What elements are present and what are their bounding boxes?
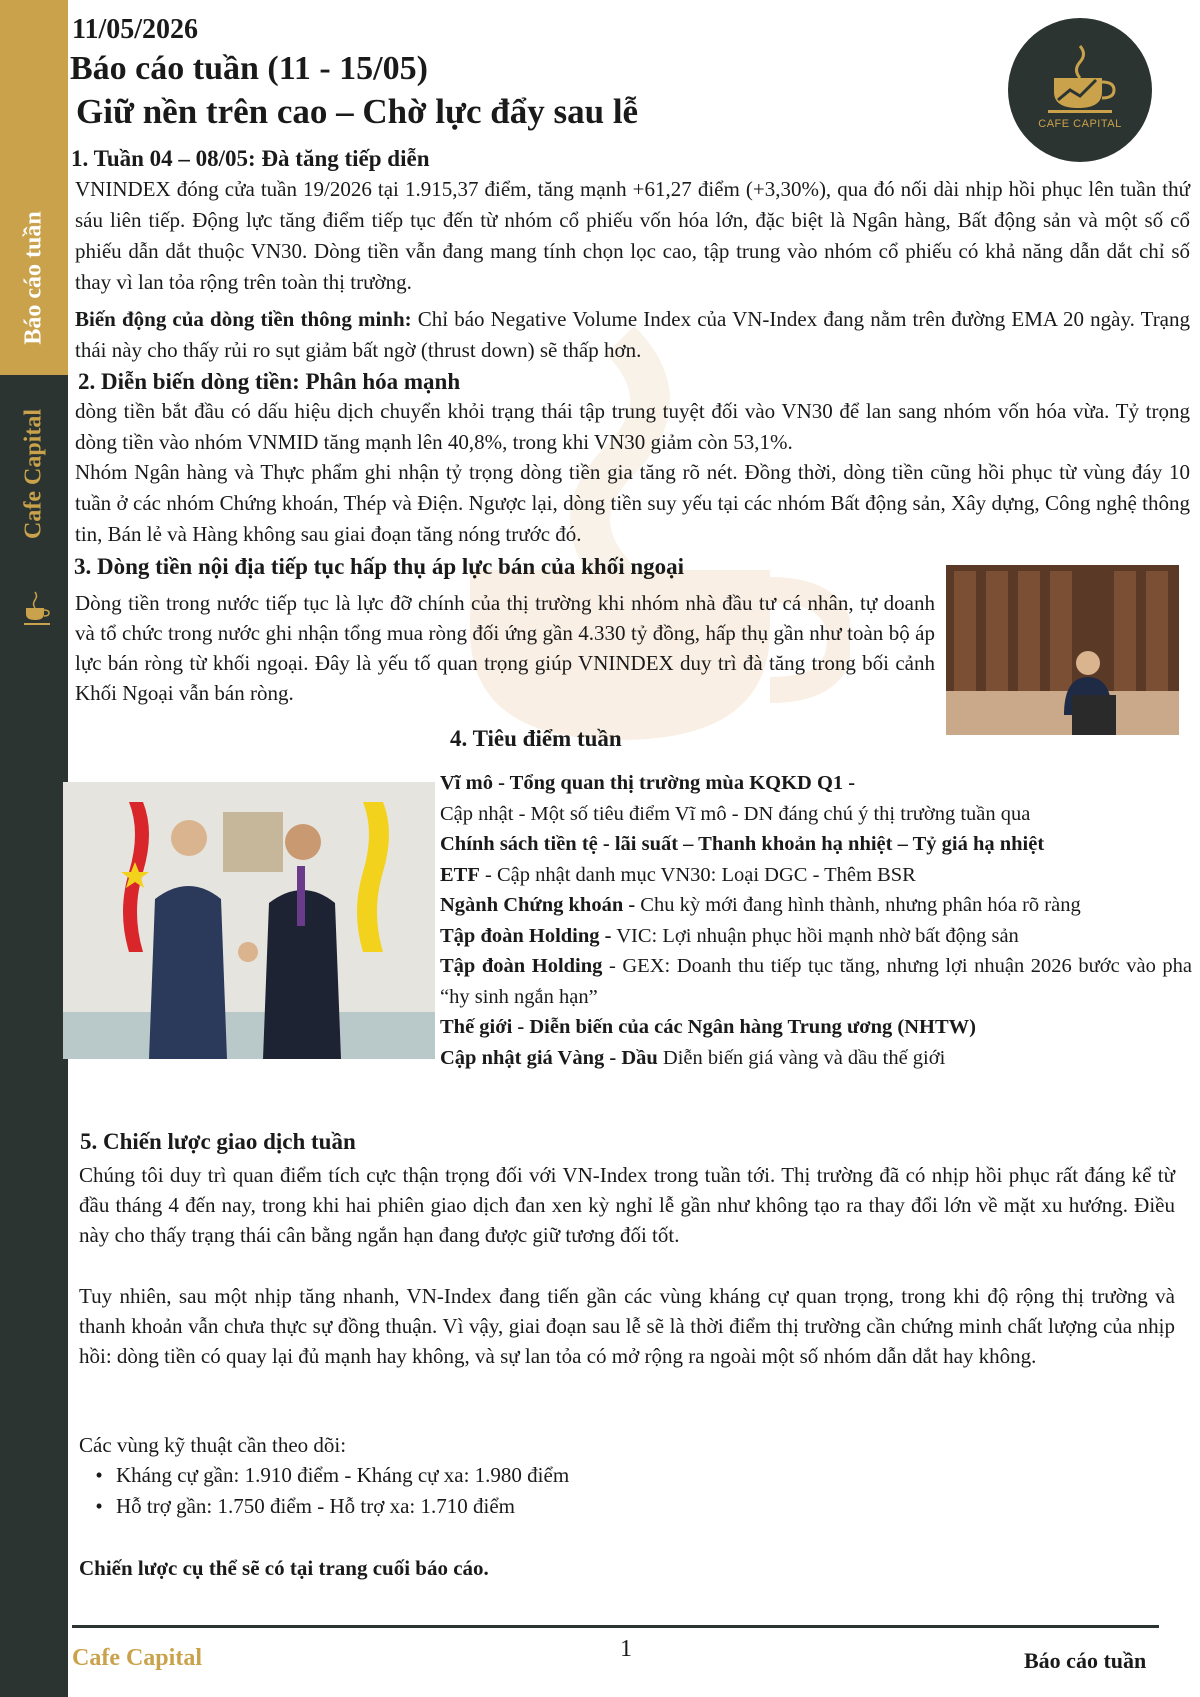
sidebar-label-brand: Cafe Capital: [20, 409, 47, 539]
footer-report-label: Báo cáo tuần: [1024, 1648, 1147, 1673]
smart-money-label: Biến động của dòng tiền thông minh:: [75, 307, 412, 331]
speaker-podium-photo: [946, 565, 1179, 735]
smart-money-text: Chỉ báo Negative Volume Index của VN-Index đang nằm trên đường EMA 20 ngày. Trạng thái này cho thấy rủi ro sụt giảm bất ngờ (thrust down) sẽ thấp hơn.: [75, 307, 1191, 362]
focus-item-6: Tập đoàn Holding - VIC: Lợi nhuận phục hồi mạnh nhờ bất động sản: [440, 924, 1019, 947]
handshake-photo: [63, 782, 435, 1059]
focus-item-7: Tập đoàn Holding - GEX: Doanh thu tiếp tục tăng, nhưng lợi nhuận 2026 bước vào pha “hy sinh ngắn hạn”: [440, 955, 1192, 1008]
section4-heading: 4. Tiêu điểm tuần: [450, 726, 622, 751]
section2-paragraph-2: Nhóm Ngân hàng và Thực phẩm ghi nhận tỷ trọng dòng tiền gia tăng rõ nét. Đồng thời, dòng tiền cũng hồi phục từ vùng đáy 10 tuần ở các nhóm Chứng khoán, Thép và Điện. Ngược lại, dòng tiền suy yếu tại các nhóm Bất động sản, Xây dựng, Công nghệ thông tin, Bán lẻ và Hàng không sau giai đoạn tăng nóng trước đó.: [75, 460, 1190, 546]
section5-paragraph-2: Tuy nhiên, sau một nhịp tăng nhanh, VN-Index đang tiến gần các vùng kháng cự quan trọng, trong khi độ rộng thị trường và thanh khoản vẫn chưa thực sự đồng thuận. Vì vậy, giai đoạn sau lễ sẽ là thời điểm thị trường cần chứng minh chất lượng của nhịp hồi: dòng tiền có quay lại đủ mạnh hay không, và sự lan tỏa có mở rộng ra ngoài một số nhóm dẫn dắt hay không.: [79, 1284, 1175, 1368]
focus-item-5: Ngành Chứng khoán - Chu kỳ mới đang hình thành, nhưng phân hóa rõ ràng: [440, 894, 1081, 916]
report-subtitle: Giữ nền trên cao – Chờ lực đẩy sau lễ: [76, 92, 639, 131]
report-date: 11/05/2026: [72, 14, 199, 45]
section1-paragraph: VNINDEX đóng cửa tuần 19/2026 tại 1.915,37 điểm, tăng mạnh +61,27 điểm (+3,30%), qua đó nối dài nhịp hồi phục lên tuần thứ sáu liên tiếp. Động lực tăng điểm tiếp tục đến từ nhóm cổ phiếu vốn hóa lớn, đặc biệt là Ngân hàng, Bất động sản và một số cổ phiếu dẫn dắt thuộc VN30. Dòng tiền vẫn đang mang tính chọn lọc cao, tập trung vào nhóm cổ phiếu có khả năng dẫn dắt chỉ số thay vì lan tỏa rộng trên toàn thị trường.: [75, 177, 1190, 294]
cafe-capital-logo: [1008, 18, 1152, 162]
cafe-cup-icon: [22, 588, 52, 628]
focus-item-4: ETF - Cập nhật danh mục VN30: Loại DGC - Thêm BSR: [440, 863, 916, 886]
bullet-icon: •: [95, 1463, 103, 1487]
section1-smart-money-paragraph: [75, 304, 1190, 366]
focus-item-9: Cập nhật giá Vàng - Dầu Diễn biến giá vàng và dầu thế giới: [440, 1046, 946, 1069]
section2-paragraph-1: dòng tiền bắt đầu có dấu hiệu dịch chuyển khỏi trạng thái tập trung tuyệt đối vào VN30 để lan sang nhóm vốn hóa vừa. Tỷ trọng dòng tiền vào nhóm VNMID tăng mạnh lên 40,8%, trong khi VN30 giảm còn 53,1%.: [75, 399, 1190, 454]
focus-item-3: Chính sách tiền tệ - lãi suất – Thanh khoản hạ nhiệt – Tỷ giá hạ nhiệt: [440, 833, 1045, 855]
page-number: 1: [620, 1636, 632, 1662]
footer-divider: [72, 1625, 1159, 1628]
bullet-icon: •: [95, 1494, 103, 1518]
focus-list: [440, 768, 1192, 1073]
levels-list: [82, 1460, 569, 1522]
closing-note: Chiến lược cụ thể sẽ có tại trang cuối báo cáo.: [79, 1556, 489, 1580]
focus-item-8: Thế giới - Diễn biến của các Ngân hàng Trung ương (NHTW): [440, 1016, 976, 1038]
focus-item-2: Cập nhật - Một số tiêu điểm Vĩ mô - DN đáng chú ý thị trường tuần qua: [440, 802, 1031, 825]
logo-text: CAFE CAPITAL: [1038, 118, 1122, 130]
section1-heading: 1. Tuần 04 – 08/05: Đà tăng tiếp diễn: [71, 146, 430, 171]
list-item: • Hỗ trợ gần: 1.750 điểm - Hỗ trợ xa: 1.710 điểm: [82, 1491, 569, 1522]
cafe-cup-watermark-icon: [430, 320, 850, 780]
section5-heading: 5. Chiến lược giao dịch tuần: [80, 1129, 356, 1154]
footer-brand: Cafe Capital: [72, 1645, 202, 1671]
section3-paragraph: Dòng tiền trong nước tiếp tục là lực đỡ chính của thị trường khi nhóm nhà đầu tư cá nhân, tự doanh và tổ chức trong nước ghi nhận tổng mua ròng đối ứng gần 4.330 tỷ đồng, hấp thụ gần như toàn bộ áp lực bán ròng từ khối ngoại. Đây là yếu tố quan trọng giúp VNINDEX duy trì đà tăng trong bối cảnh Khối Ngoại vẫn bán ròng.: [75, 591, 935, 705]
focus-item-1: Vĩ mô - Tổng quan thị trường mùa KQKD Q1 -: [440, 772, 856, 794]
report-title: Báo cáo tuần (11 - 15/05): [70, 50, 428, 87]
sidebar-label-report: Báo cáo tuần: [20, 211, 47, 345]
sidebar: [0, 0, 68, 1697]
section5-paragraph-1: Chúng tôi duy trì quan điểm tích cực thận trọng đối với VN-Index trong tuần tới. Thị trường đã có nhịp hồi phục rất đáng kể từ đầu tháng 4 đến nay, trong khi hai phiên giao dịch đan xen kỳ nghỉ lễ gần như không tạo ra thay đổi lớn về mặt xu hướng. Điều này cho thấy trạng thái cân bằng ngắn hạn đang được giữ tương đối tốt.: [79, 1163, 1175, 1247]
levels-label: Các vùng kỹ thuật cần theo dõi:: [79, 1433, 347, 1457]
section3-heading: 3. Dòng tiền nội địa tiếp tục hấp thụ áp lực bán của khối ngoại: [74, 554, 685, 579]
cafe-cup-logo-icon: [1008, 18, 1152, 162]
list-item: • Kháng cự gần: 1.910 điểm - Kháng cự xa: 1.980 điểm: [82, 1460, 569, 1491]
section2-heading: 2. Diễn biến dòng tiền: Phân hóa mạnh: [78, 369, 461, 394]
